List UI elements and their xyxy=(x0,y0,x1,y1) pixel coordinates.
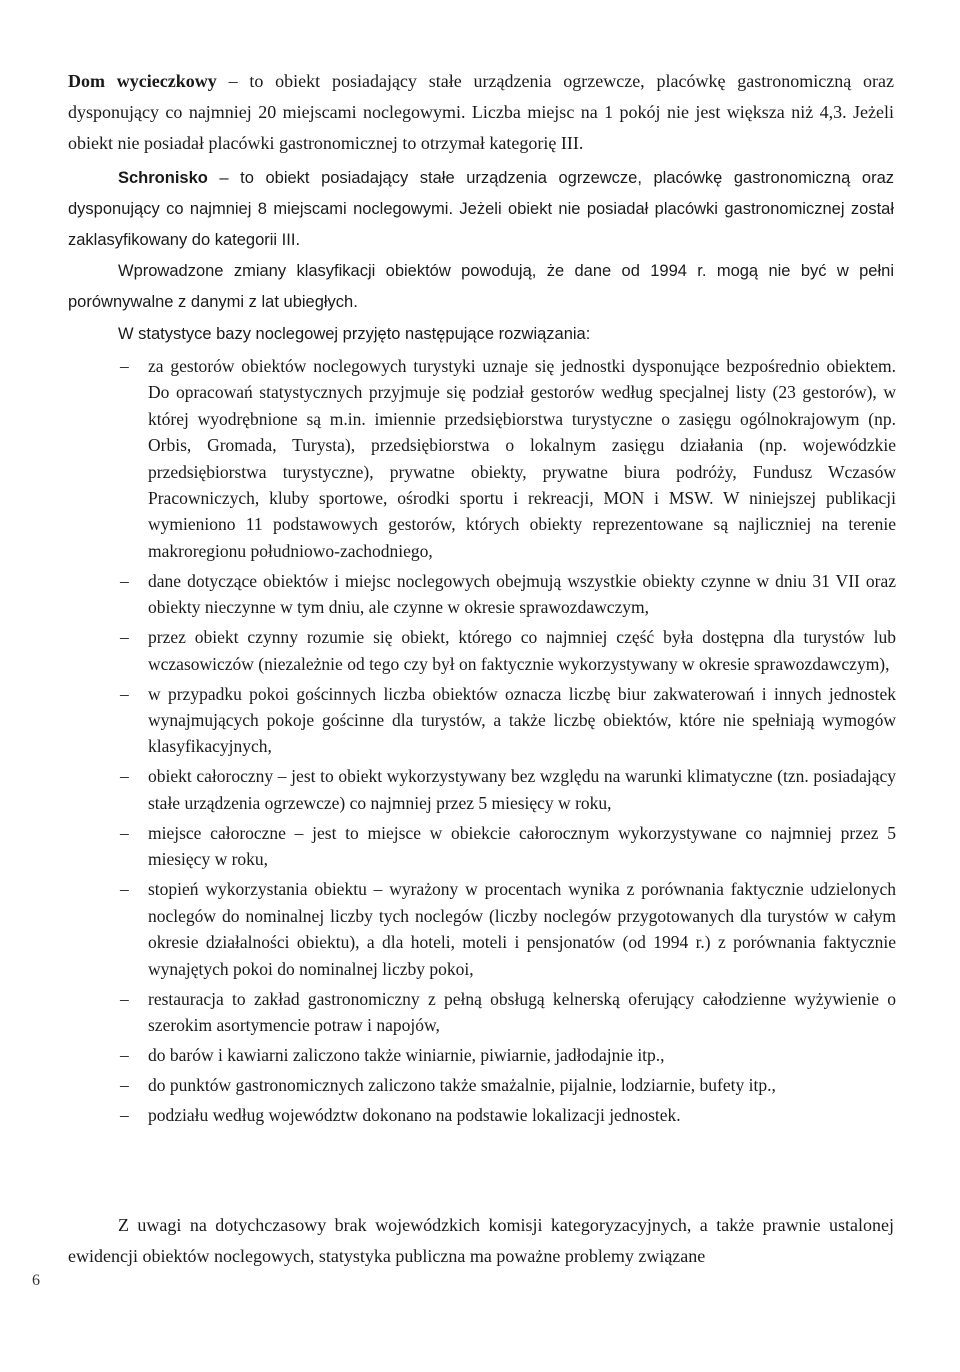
list-item: – do barów i kawiarni zaliczono także winiarnie, piwiarnie, jadłodajnie itp., xyxy=(114,1042,896,1068)
list-item: – stopień wykorzystania obiektu – wyrażony w procentach wynika z porównania faktycznie udzielonych noclegów do nominalnej liczby tych noclegów (liczby noclegów przygotowanych dla turystów w całym okresie działalności obiektu), a dla hoteli, moteli i pensjonatów (od 1994 r.) z porównania faktycznie wynajętych pokoi do nominalnej liczby pokoi, xyxy=(114,876,896,982)
definition-text: – to obiekt posiadający stałe urządzenia ogrzewcze, placówkę gastronomiczną oraz dysponujący co najmniej 8 miejscami noclegowymi. Jeżeli obiekt nie posiadał placówki gastronomicznej został zaklasyfikowany do kategorii III. xyxy=(68,169,894,249)
list-item: – podziału według województw dokonano na podstawie lokalizacji jednostek. xyxy=(114,1102,896,1128)
definitions-list xyxy=(114,353,896,1132)
paragraph-intro: W statystyce bazy noclegowej przyjęto następujące rozwiązania: xyxy=(118,325,591,343)
list-item: – za gestorów obiektów noclegowych turystyki uznaje się jednostki dysponujące bezpośrednio obiektem. Do opracowań statystycznych przyjmuje się podział gestorów według specjalnej listy (23 gestorów), w której wyodrębnione są m.in. imiennie przedsiębiorstwa turystyczne o zasięgu ogólnokrajowym (np. Orbis, Gromada, Turysta), przedsiębiorstwa o lokalnym zasięgu działania (np. wojewódzkie przedsiębiorstwa turystyczne), prywatne obiekty, prywatne biura podróży, Fundusz Wczasów Pracowniczych, kluby sportowe, ośrodki sportu i rekreacji, MON i MSW. W niniejszej publikacji wymieniono 11 podstawowych gestorów, których obiekty reprezentowane są najliczniej na terenie makroregionu południowo-zachodniego, xyxy=(114,353,896,564)
list-item: – w przypadku pokoi gościnnych liczba obiektów oznacza liczbę biur zakwaterowań i innych jednostek wynajmujących pokoje gościnne dla turystów, a także liczbę obiektów, które nie spełniają wymogów klasyfikacyjnych, xyxy=(114,681,896,760)
paragraph-dom-wycieczkowy xyxy=(68,66,894,159)
paragraph-closing: Z uwagi na dotychczasowy brak wojewódzkich komisji kategoryzacyjnych, a także prawnie ustalonej ewidencji obiektów noclegowych, statystyka publiczna ma poważne problemy związane xyxy=(68,1215,894,1266)
term-schronisko: Schronisko xyxy=(118,169,208,187)
list-item: – obiekt całoroczny – jest to obiekt wykorzystywany bez względu na warunki klimatyczne (tzn. posiadający stałe urządzenia ogrzewcze) co najmniej przez 5 miesięcy w roku, xyxy=(114,763,896,816)
list-item: – do punktów gastronomicznych zaliczono także smażalnie, pijalnie, lodziarnie, bufety itp., xyxy=(114,1072,896,1098)
list-item: – przez obiekt czynny rozumie się obiekt, którego co najmniej część była dostępna dla turystów lub wczasowiczów (niezależnie od tego czy był on faktycznie wykorzystywany w okresie sprawozdawczym), xyxy=(114,624,896,677)
page-number: 6 xyxy=(32,1272,40,1289)
list-item: – miejsce całoroczne – jest to miejsce w obiekcie całorocznym wykorzystywane co najmniej przez 5 miesięcy w roku, xyxy=(114,820,896,873)
paragraph-zmiany: Wprowadzone zmiany klasyfikacji obiektów powodują, że dane od 1994 r. mogą nie być w pełni porównywalne z danymi z lat ubiegłych. xyxy=(68,262,894,311)
term-dom-wycieczkowy: Dom wycieczkowy xyxy=(68,71,217,91)
definition-text: – to obiekt posiadający stałe urządzenia ogrzewcze, placówkę gastronomiczną oraz dysponujący co najmniej 20 miejscami noclegowymi. Liczba miejsc na 1 pokój nie jest większa niż 4,3. Jeżeli obiekt nie posiadał placówki gastronomicznej to otrzymał kategorię III. xyxy=(68,71,894,153)
list-item: – restauracja to zakład gastronomiczny z pełną obsługą kelnerską oferujący całodzienne wyżywienie o szerokim asortymencie potraw i napojów, xyxy=(114,986,896,1039)
list-item: – dane dotyczące obiektów i miejsc noclegowych obejmują wszystkie obiekty czynne w dniu 31 VII oraz obiekty nieczynne w tym dniu, ale czynne w okresie sprawozdawczym, xyxy=(114,568,896,621)
paragraph-schronisko xyxy=(68,163,894,256)
